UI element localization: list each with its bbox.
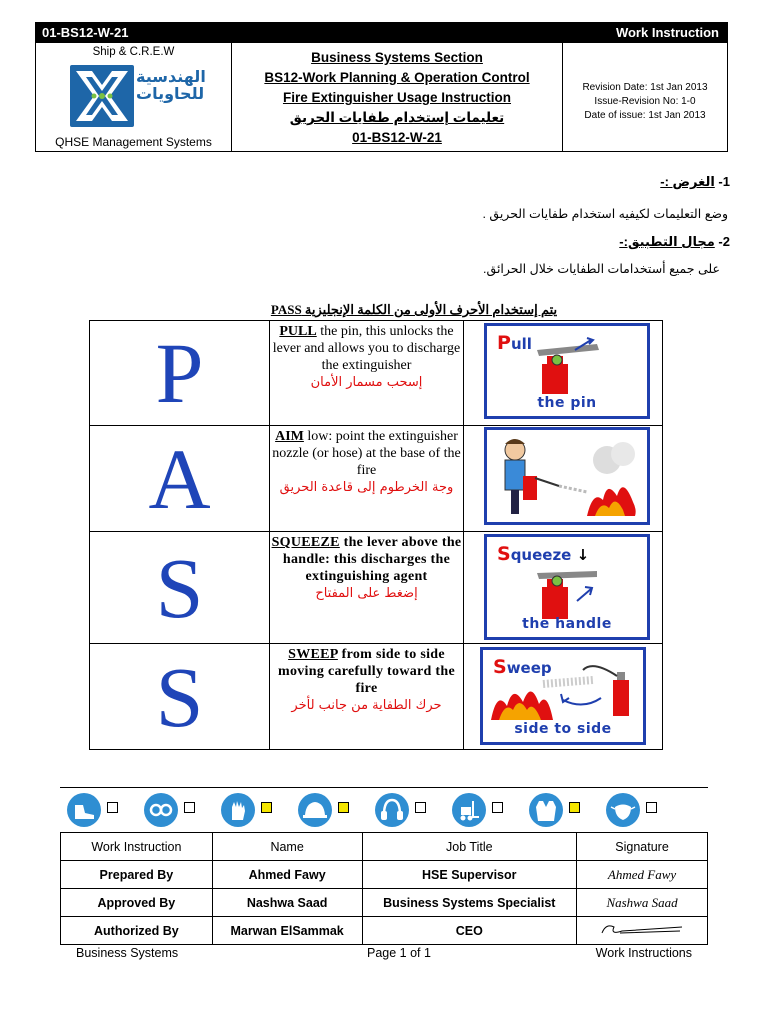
role: Approved By [61,889,213,917]
pass-arabic: وجة الخرطوم إلى قاعدة الحريق [279,480,454,495]
signoff-header-row [61,833,708,861]
footer-left: Business Systems [76,946,179,960]
pull-pin-image: Pull the pin [484,323,650,419]
document-header [35,22,728,152]
ppe-checkbox[interactable] [338,802,349,813]
role: Authorized By [61,917,213,945]
pass-illustration [464,532,662,643]
safety-gloves-icon [221,793,255,827]
pass-row-aim [90,426,662,532]
header-job-title: Job Title [362,833,577,861]
pass-row-sweep [90,644,662,749]
safety-goggles-icon [144,793,178,827]
job-title: HSE Supervisor [362,861,577,889]
process-name: BS12-Work Planning & Operation Control [264,70,530,85]
doc-code: 01-BS12-W-21 [42,25,129,40]
document-title-en: Fire Extinguisher Usage Instruction [282,90,512,105]
header-name: Name [212,833,362,861]
pass-title: يتم إستخدام الأحرف الأولى من الكلمة الإنجليزية PASS [270,302,558,317]
document-code: 01-BS12-W-21 [352,130,442,145]
pass-letter: A [90,426,270,531]
pass-arabic: إسحب مسمار الأمان [310,375,423,390]
header-bar [36,23,727,43]
ppe-checkbox[interactable] [492,802,503,813]
pass-arabic: إضغط على المفتاح [315,586,418,601]
section-2-heading: 2- مجال التطبيق:- [619,234,730,249]
pass-letter: S [90,644,270,749]
section-name: Business Systems Section [311,50,483,65]
hard-hat-icon [298,793,332,827]
pass-row-pull [90,321,662,426]
title-block [232,43,563,151]
job-title: Business Systems Specialist [362,889,577,917]
signoff-row-prepared [61,861,708,889]
header-work-instruction: Work Instruction [61,833,213,861]
ppe-checkbox[interactable] [415,802,426,813]
issue-revision: Issue-Revision No: 1-0 [594,96,696,107]
section-2-body: على جميع أستخدامات الطفايات خلال الحرائق. [483,262,720,276]
separator-line [60,787,708,788]
face-mask-icon [606,793,640,827]
date-of-issue: Date of issue: 1st Jan 2013 [584,110,706,121]
section-1-heading: 1- الغرض :- [660,174,730,189]
forklift-icon [452,793,486,827]
ppe-checkbox[interactable] [569,802,580,813]
squeeze-handle-image: Squeeze ↓ the handle [484,534,650,640]
header-signature: Signature [577,833,708,861]
sweep-side-to-side-image: Sweep side to side [480,647,646,745]
section-1-body: وضع التعليمات لكيفيه استخدام طفايات الحريق . [482,207,728,221]
pass-letter: S [90,532,270,643]
pass-instruction: PULL the pin, this unlocks the lever and allows you to discharge the extinguisher إسحب مسمار الأمان [270,321,464,425]
pass-table [89,320,663,750]
footer-right: Work Instructions [595,946,692,960]
revision-date: Revision Date: 1st Jan 2013 [582,82,708,93]
document-title-ar: تعليمات إستخدام طفايات الحريق [289,110,505,125]
pass-illustration [464,644,662,749]
job-title: CEO [362,917,577,945]
aim-low-image [484,427,650,525]
ppe-checkbox[interactable] [107,802,118,813]
pass-instruction: AIM low: point the extinguisher nozzle (or hose) at the base of the fire وجة الخرطوم إلى قاعدة الحريق [270,426,464,531]
company-logo [70,65,134,127]
company-block [36,43,232,151]
doc-type: Work Instruction [615,25,719,40]
ppe-checkbox[interactable] [184,802,195,813]
safety-shoes-icon [67,793,101,827]
management-system: QHSE Management Systems [55,135,212,149]
ppe-checkbox[interactable] [261,802,272,813]
signature: Nashwa Saad [577,889,708,917]
pass-instruction: SQUEEZE the lever above the handle: this discharges the extinguishing agent إضغط على المفتاح [270,532,464,643]
person-name: Nashwa Saad [212,889,362,917]
pass-letter: P [90,321,270,425]
signature: Ahmed Fawy [577,861,708,889]
person-name: Ahmed Fawy [212,861,362,889]
footer-page: Page 1 of 1 [367,946,431,960]
signature-scribble [577,917,708,945]
logo-arabic-text: الهندسية للحاويات [136,69,206,103]
signoff-table [60,832,708,945]
revision-block [563,43,727,151]
pass-illustration [464,426,662,531]
company-name: Ship & C.R.E.W [92,46,175,58]
person-name: Marwan ElSammak [212,917,362,945]
safety-vest-icon [529,793,563,827]
pass-arabic: حرك الطفاية من جانب لأخر [291,698,442,713]
role: Prepared By [61,861,213,889]
signoff-row-approved [61,889,708,917]
ear-protection-icon [375,793,409,827]
pass-row-squeeze [90,532,662,644]
pass-illustration [464,321,662,425]
pass-instruction: SWEEP from side to side moving carefully toward the fire حرك الطفاية من جانب لأخر [270,644,464,749]
ppe-checkbox[interactable] [646,802,657,813]
signoff-row-authorized [61,917,708,945]
